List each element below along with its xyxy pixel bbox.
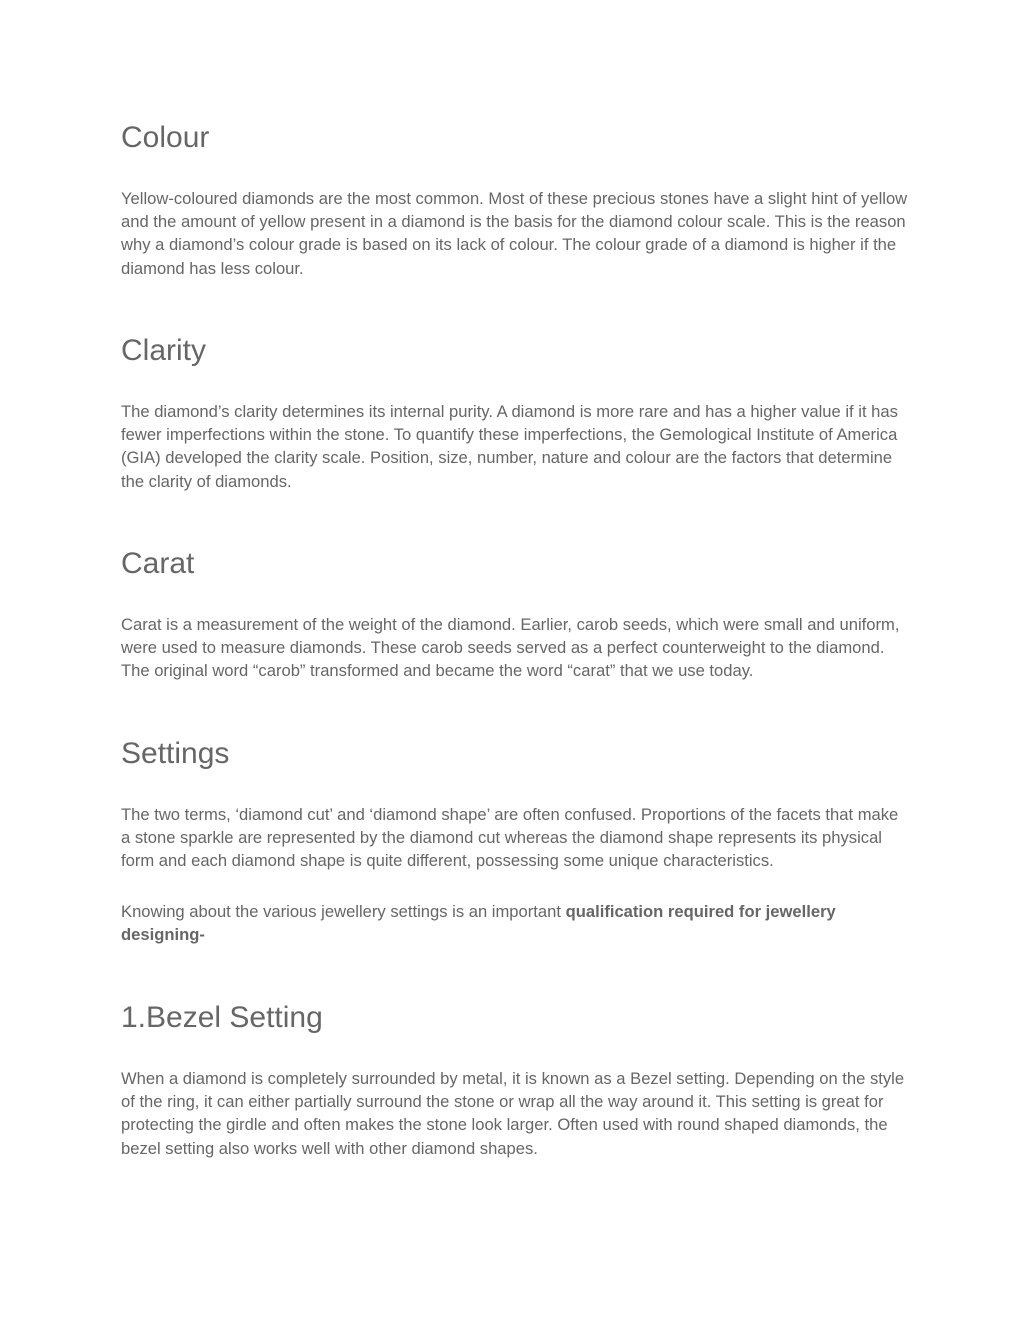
heading-bezel-setting: 1.Bezel Setting	[121, 1001, 323, 1034]
heading-settings: Settings	[121, 737, 230, 770]
section-settings	[121, 734, 911, 946]
paragraph-colour: Yellow-coloured diamonds are the most common. Most of these precious stones have a slight hint of yellow and the amount of yellow present in a diamond is the basis for the diamond colour scale. This is the reason why a diamond’s colour grade is based on its lack of colour. The colour grade of a diamond is higher if the diamond has less colour.	[121, 189, 908, 278]
paragraph-bezel-setting: When a diamond is completely surrounded by metal, it is known as a Bezel setting. Depending on the style of the ring, it can either partially surround the stone or wrap all the way around it. This setting is great for protecting the girdle and often makes the stone look larger. Often used with round shaped diamonds, the bezel setting also works well with other diamond shapes.	[121, 1069, 905, 1158]
section-colour	[121, 118, 911, 280]
section-carat	[121, 544, 911, 683]
paragraph-settings: The two terms, ‘diamond cut’ and ‘diamond shape’ are often confused. Proportions of the facets that make a stone sparkle are represented by the diamond cut whereas the diamond shape represents its physical form and each diamond shape is quite different, possessing some unique characteristics.	[121, 805, 899, 871]
section-bezel-setting	[121, 998, 911, 1160]
paragraph-carat: Carat is a measurement of the weight of the diamond. Earlier, carob seeds, which were small and uniform, were used to measure diamonds. These carob seeds served as a perfect counterweight to the diamond. The original word “carob” transformed and became the word “carat” that we use today.	[121, 615, 900, 681]
section-clarity	[121, 331, 911, 493]
qualification-emphasis-text: qualification required for jewellery designing-	[121, 901, 836, 944]
heading-colour: Colour	[121, 121, 210, 154]
paragraph-settings-qualification	[121, 900, 911, 946]
qualification-intro-text: Knowing about the various jewellery settings is an important	[121, 901, 566, 921]
heading-carat: Carat	[121, 547, 195, 580]
paragraph-clarity: The diamond’s clarity determines its internal purity. A diamond is more rare and has a higher value if it has fewer imperfections within the stone. To quantify these imperfections, the Gemological Institute of America (GIA) developed the clarity scale. Position, size, number, nature and colour are the factors that determine the clarity of diamonds.	[121, 402, 898, 491]
heading-clarity: Clarity	[121, 334, 207, 367]
